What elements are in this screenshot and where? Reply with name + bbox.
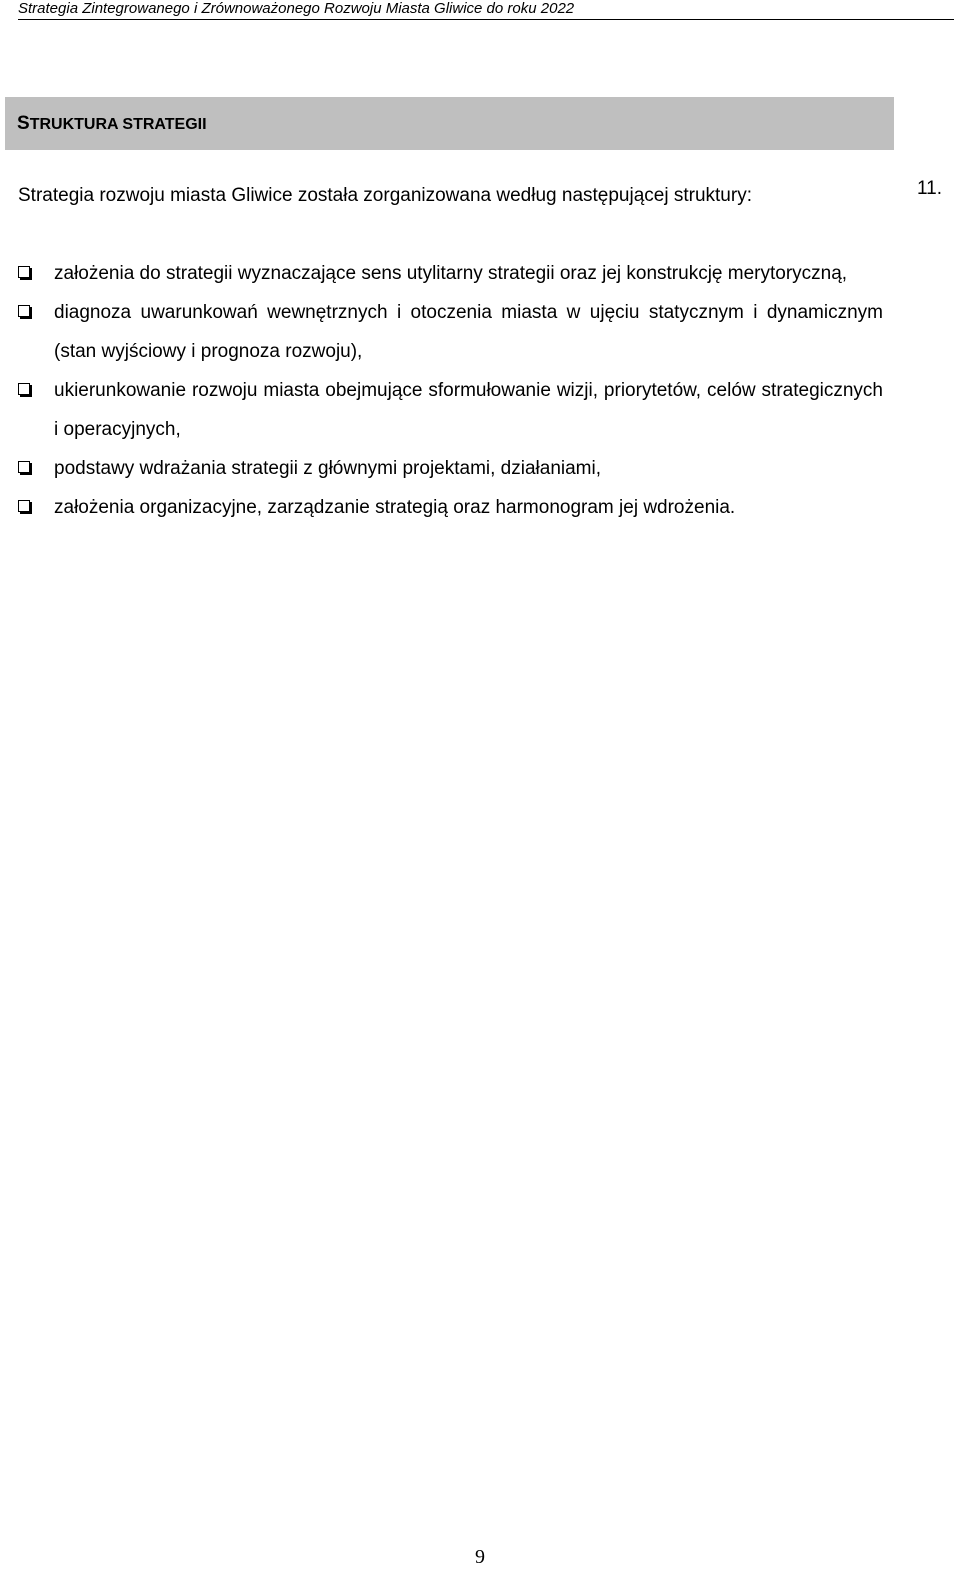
list-item-text: podstawy wdrażania strategii z głównymi projektami, działaniami, [54, 458, 602, 479]
checkbox-icon [18, 266, 30, 278]
running-header-title: Strategia Zintegrowanego i Zrównoważonego Rozwoju Miasta Gliwice do roku 2022 [18, 0, 575, 17]
list-item [18, 254, 883, 293]
list-item [18, 488, 883, 527]
list-item-text: założenia organizacyjne, zarządzanie strategią oraz harmonogram jej wdrożenia. [54, 497, 736, 518]
page-number: 9 [475, 1546, 485, 1568]
structure-list [18, 254, 883, 527]
section-heading-band [5, 97, 894, 150]
checkbox-icon [18, 383, 30, 395]
checkbox-icon [18, 305, 30, 317]
list-item-text: ukierunkowanie rozwoju miasta obejmujące sformułowanie wizji, priorytetów, celów strategicznych i operacyjnych, [54, 380, 883, 440]
checkbox-icon [18, 461, 30, 473]
list-item-text: diagnoza uwarunkowań wewnętrznych i otoczenia miasta w ujęciu statycznym i dynamicznym (stan wyjściowy i prognoza rozwoju), [54, 302, 883, 362]
list-item-text: założenia do strategii wyznaczające sens utylitarny strategii oraz jej konstrukcję merytoryczną, [54, 263, 848, 284]
list-item [18, 371, 883, 449]
list-item [18, 449, 883, 488]
checkbox-icon [18, 500, 30, 512]
section-title-rest: TRUKTURA STRATEGII [29, 116, 207, 133]
running-header [18, 0, 954, 20]
section-title [17, 114, 207, 135]
intro-paragraph: Strategia rozwoju miasta Gliwice została zorganizowana według następującej struktury: [18, 185, 752, 206]
side-number: 11. [917, 178, 943, 199]
list-item [18, 293, 883, 371]
section-title-first-letter: S [17, 113, 30, 134]
